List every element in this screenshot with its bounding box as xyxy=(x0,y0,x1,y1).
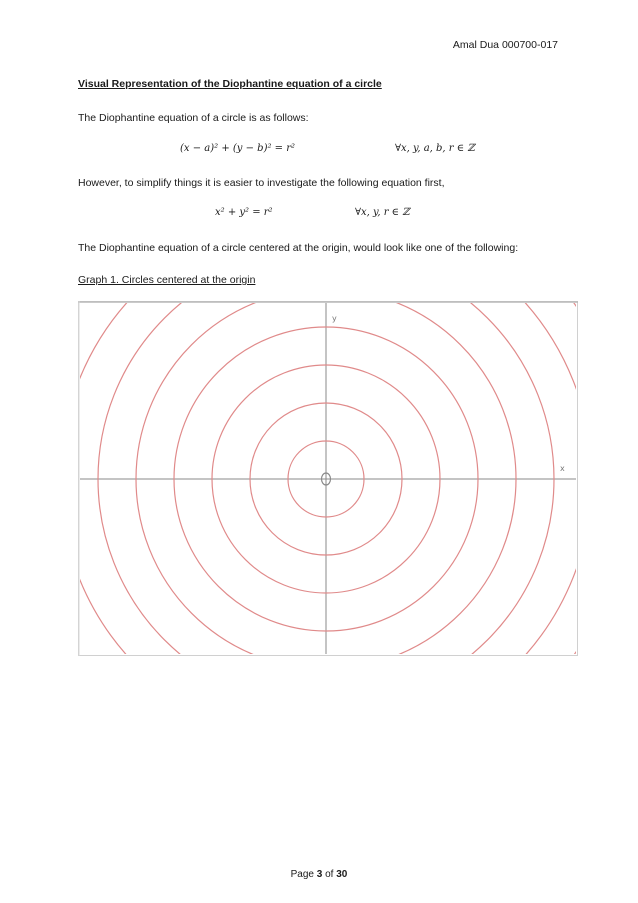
footer-of: of xyxy=(325,869,334,880)
section-title: Visual Representation of the Diophantine equation of a circle xyxy=(78,78,382,90)
paragraph-origin: The Diophantine equation of a circle centered at the origin, would look like one of the following: xyxy=(78,242,519,254)
page-footer xyxy=(0,869,638,880)
equation-origin-domain: ∀x, y, r ∈ ℤ xyxy=(355,207,410,218)
paragraph-simplify: However, to simplify things it is easier to investigate the following equation first, xyxy=(78,177,445,189)
equation-general-lhs: (x − a)² + (y − b)² = r² xyxy=(180,143,296,154)
footer-prefix: Page xyxy=(290,869,314,880)
concentric-circles-graph xyxy=(78,301,578,656)
x-axis-label: x xyxy=(560,464,565,473)
equation-general-domain: ∀x, y, a, b, r ∈ ℤ xyxy=(395,143,475,154)
footer-page-number: 3 xyxy=(316,869,323,880)
equation-origin-lhs: x² + y² = r² xyxy=(215,207,273,218)
figure-caption: Graph 1. Circles centered at the origin xyxy=(78,274,256,286)
paragraph-intro: The Diophantine equation of a circle is as follows: xyxy=(78,112,309,124)
footer-total-pages: 30 xyxy=(336,869,348,880)
header-author-id: Amal Dua 000700-017 xyxy=(452,39,558,51)
y-axis-label: y xyxy=(332,314,337,323)
